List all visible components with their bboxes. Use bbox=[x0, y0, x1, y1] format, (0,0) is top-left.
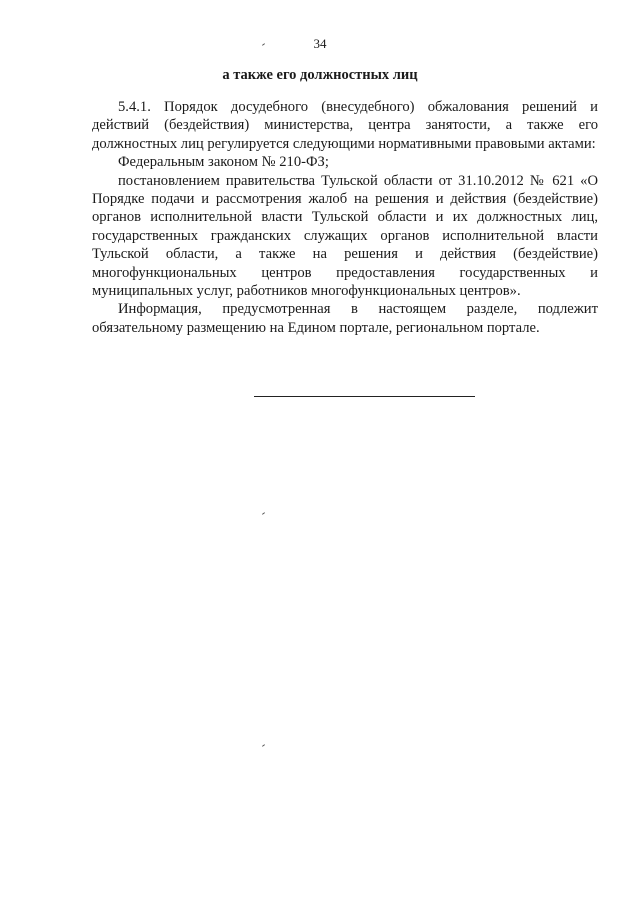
body-text bbox=[92, 98, 598, 337]
paragraph-5-4-1: 5.4.1. Порядок досудебного (внесудебного) обжалования решений и действий (бездействия) министерства, центра занятости, а также его должностных лиц регулируется следующими нормативными правовыми актами: bbox=[92, 99, 598, 152]
paragraph-federal-law: Федеральным законом № 210-ФЗ; bbox=[118, 154, 329, 171]
paragraph-information: Информация, предусмотренная в настоящем разделе, подлежит обязательному размещению на Едином портале, региональном портале. bbox=[92, 301, 598, 336]
section-heading: а также его должностных лиц bbox=[222, 67, 418, 83]
paragraph-resolution: постановлением правительства Тульской области от 31.10.2012 № 621 «О Порядке подачи и рассмотрения жалоб на решения и действия (бездействие) органов исполнительной власти Тульской области и их должностных лиц, государственных гражданских служащих органов исполнительной власти Тульской области, а также на решения и действия (бездействие) многофункциональных центров предоставления государственных и муниципальных услуг, работников многофункциональных центров». bbox=[92, 172, 598, 300]
end-divider-line bbox=[254, 396, 475, 397]
page-number: 34 bbox=[313, 36, 327, 51]
scan-speck bbox=[262, 512, 265, 515]
scan-speck bbox=[262, 744, 265, 747]
